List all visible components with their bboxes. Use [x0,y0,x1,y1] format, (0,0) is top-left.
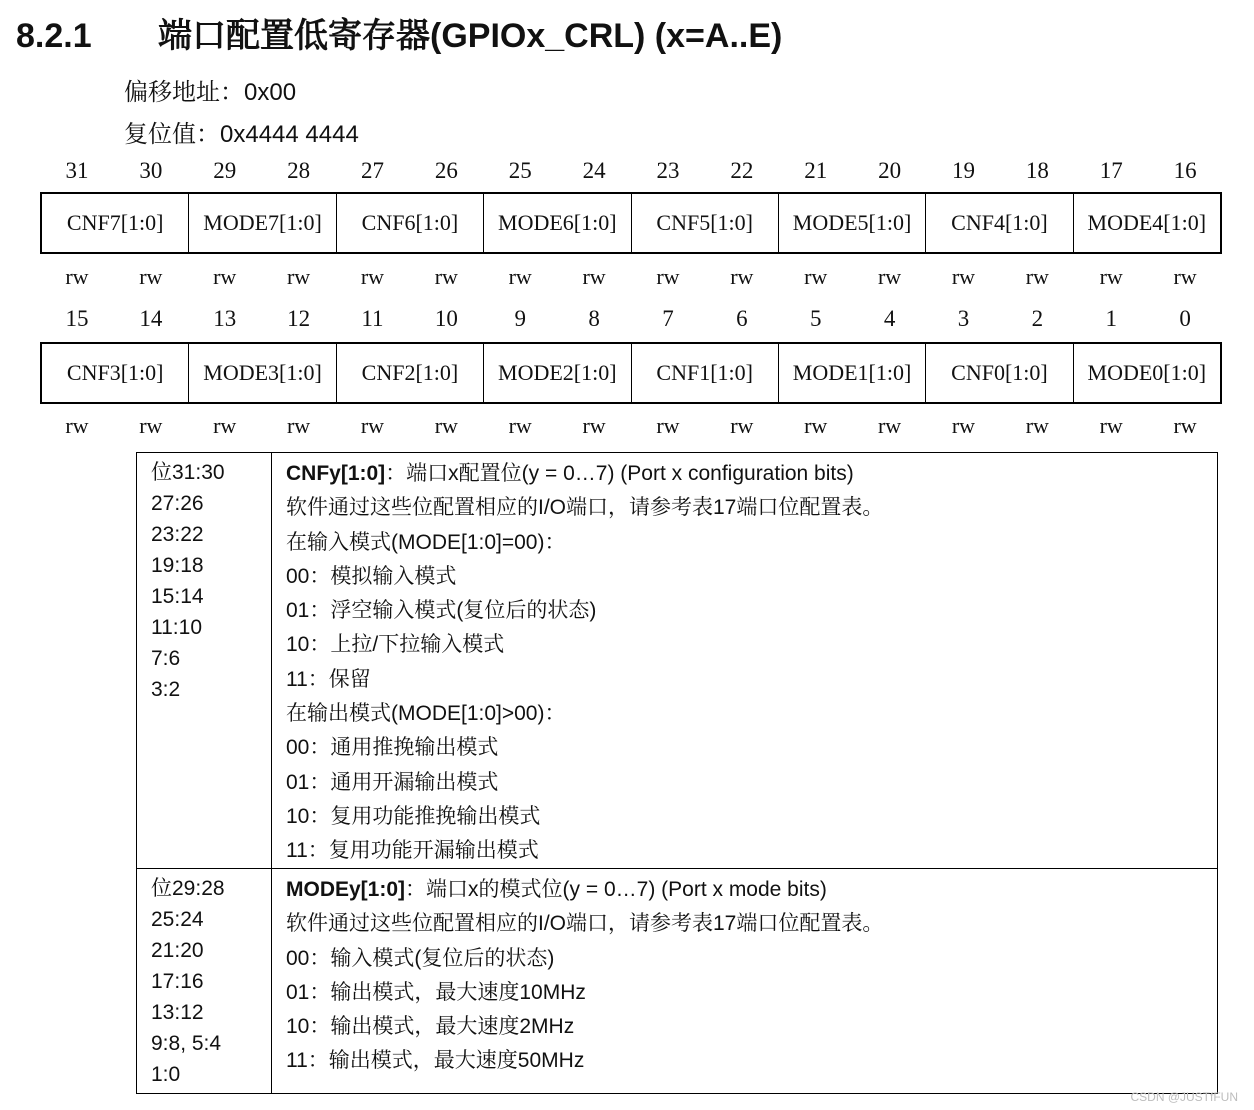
description-line: 11：复用功能开漏输出模式 [286,839,539,863]
bit-description-table [136,452,1218,1094]
access-rw: rw [213,264,237,289]
bit-number: 22 [730,158,754,183]
description-line: 11：输出模式，最大速度50MHz [286,1049,585,1073]
bit-number: 10 [434,306,458,331]
description-line: 01：浮空输入模式(复位后的状态) [286,599,597,623]
access-rw: rw [656,413,680,438]
watermark: CSDN @JUSTfFUN [1130,1090,1238,1104]
access-rw: rw [877,264,902,289]
access-rw: rw [582,413,606,438]
bit-range: 3:2 [151,678,181,701]
cnf-description [286,457,1207,869]
access-rw: rw [1025,264,1049,289]
bit-number: 14 [139,306,163,331]
bit-number: 29 [213,158,237,183]
access-rw: rw [360,264,385,289]
cnf-header [286,457,1207,491]
bit-number: 11 [361,306,384,331]
description-line: 00：模拟输入模式 [286,564,457,588]
access-rw: rw [65,413,89,438]
bit-number: 27 [360,158,384,183]
bit-number: 28 [287,158,311,183]
access-rw: rw [360,413,385,438]
mode-description [286,873,1207,1079]
bit-range: 27:26 [151,492,204,515]
register-field: CNF6[1:0] [337,194,484,252]
register-field: MODE5[1:0] [779,194,926,252]
access-rw: rw [139,264,163,289]
low-register-fields [40,342,1222,404]
bit-number: 23 [656,158,680,183]
access-rw: rw [656,264,680,289]
bit-number: 31 [65,158,89,183]
access-rw: rw [434,264,458,289]
mode-summary: ：端口x的模式位(y = 0…7) (Port x mode bits) [405,878,827,901]
bit-number: 30 [139,158,163,183]
access-rw: rw [804,413,828,438]
mode-name: MODEy[1:0] [286,878,406,901]
description-line: 00：通用推挽输出模式 [286,736,499,760]
register-field: MODE7[1:0] [189,194,336,252]
access-rw: rw [434,413,458,438]
bit-number: 3 [957,306,970,331]
mode-description-row [137,869,1217,1093]
register-field: MODE2[1:0] [484,344,631,402]
register-field: MODE1[1:0] [779,344,926,402]
bit-range: 25:24 [151,908,204,931]
access-rw: rw [877,413,902,438]
bit-number: 15 [65,306,89,331]
description-line: 10：复用功能推挽输出模式 [286,804,541,828]
bit-range: 7:6 [151,647,181,670]
access-rw: rw [1099,413,1123,438]
bit-number: 20 [878,158,902,183]
access-rw: rw [1173,264,1197,289]
bit-range: 11:10 [151,616,202,639]
low-access-row [40,413,1222,439]
access-rw: rw [730,264,754,289]
high-access-row [40,264,1222,290]
bit-number: 19 [951,158,975,183]
bit-range: 13:12 [151,1001,204,1024]
description-line: 01：通用开漏输出模式 [286,770,499,794]
bit-range: 位29:28 [151,877,225,900]
register-field: CNF1[1:0] [632,344,779,402]
bit-range: 19:18 [151,554,204,577]
mode-header [286,873,1207,907]
register-field: MODE6[1:0] [484,194,631,252]
low-bit-numbers [40,306,1222,332]
bit-range: 1:0 [151,1063,181,1086]
cnf-name: CNFy[1:0] [286,462,386,485]
mode-bit-positions [137,869,272,1093]
description-line: 软件通过这些位配置相应的I/O端口，请参考表17端口位配置表。 [286,912,884,936]
register-field: CNF2[1:0] [337,344,484,402]
access-rw: rw [286,413,311,438]
cnf-bit-positions [137,453,272,868]
access-rw: rw [508,264,532,289]
bit-number: 26 [434,158,458,183]
bit-range: 15:14 [151,585,204,608]
bit-number: 4 [883,306,896,331]
description-line: 00：输入模式(复位后的状态) [286,946,555,970]
bit-number: 2 [1031,306,1044,331]
access-rw: rw [508,413,532,438]
high-register-fields [40,192,1222,254]
access-rw: rw [139,413,163,438]
register-field: MODE4[1:0] [1087,210,1207,235]
access-rw: rw [582,264,606,289]
bit-range: 23:22 [151,523,204,546]
bit-number: 25 [508,158,532,183]
access-rw: rw [804,264,828,289]
bit-number: 1 [1105,306,1117,331]
offset-address: 偏移地址：0x00 [124,79,297,106]
bit-number: 9 [514,306,526,331]
access-rw: rw [1173,413,1197,438]
description-line: 软件通过这些位配置相应的I/O端口，请参考表17端口位配置表。 [286,496,884,520]
bit-number: 6 [736,306,748,331]
bit-number: 24 [582,158,606,183]
access-rw: rw [951,413,976,438]
reset-value: 复位值：0x4444 4444 [124,121,359,148]
access-rw: rw [213,413,237,438]
register-field: MODE0[1:0] [1087,360,1207,385]
bit-range: 17:16 [151,970,204,993]
register-field: MODE3[1:0] [189,344,336,402]
register-field: CNF4[1:0] [926,194,1073,252]
bit-range: 21:20 [151,939,204,962]
access-rw: rw [65,264,89,289]
bit-number: 16 [1173,158,1197,183]
bit-number: 5 [809,306,822,331]
bit-number: 0 [1179,306,1191,331]
description-line: 10：输出模式，最大速度2MHz [286,1015,575,1039]
bit-range: 9:8, 5:4 [151,1032,222,1055]
bit-number: 7 [662,306,674,331]
bit-number: 18 [1025,158,1049,183]
access-rw: rw [1099,264,1123,289]
bit-number: 8 [588,306,600,331]
section-number: 8.2.1 [16,17,92,55]
description-line: 在输出模式(MODE[1:0]>00)： [286,702,566,726]
access-rw: rw [286,264,311,289]
description-line: 在输入模式(MODE[1:0]=00)： [286,530,566,554]
register-field: CNF7[1:0] [42,194,189,252]
section-title: 端口配置低寄存器(GPIOx_CRL) (x=A..E) [158,17,783,55]
access-rw: rw [951,264,976,289]
register-field: CNF0[1:0] [926,344,1073,402]
description-line: 11：保留 [286,667,371,691]
bit-number: 17 [1099,158,1123,183]
bit-number: 12 [287,306,311,331]
bit-number: 21 [804,158,828,183]
bit-number: 13 [213,306,237,331]
high-bit-numbers [40,158,1222,184]
register-field: CNF3[1:0] [42,344,189,402]
bit-range: 位31:30 [151,461,225,484]
access-rw: rw [730,413,754,438]
description-line: 10：上拉/下拉输入模式 [286,633,505,657]
cnf-summary: ：端口x配置位(y = 0…7) (Port x configuration bits) [385,462,854,485]
access-rw: rw [1025,413,1049,438]
section-heading [16,8,782,57]
description-line: 01：输出模式，最大速度10MHz [286,980,586,1004]
register-field: CNF5[1:0] [632,194,779,252]
cnf-description-row [137,453,1217,869]
